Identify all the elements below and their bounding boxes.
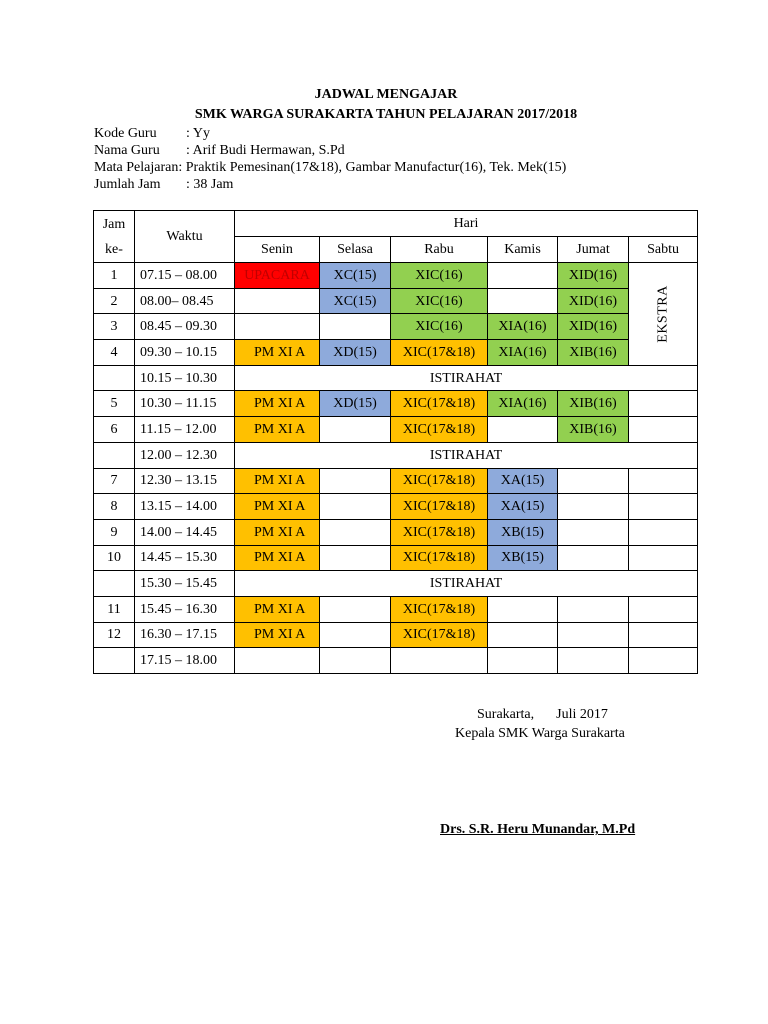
jam-ke-cell: 8 bbox=[94, 494, 135, 520]
waktu-cell: 10.30 – 11.15 bbox=[135, 391, 235, 417]
info-mata-pelajaran bbox=[94, 160, 566, 176]
schedule-cell-kamis: XB(15) bbox=[488, 545, 558, 571]
kode-guru-value: : Yy bbox=[186, 126, 210, 141]
schedule-cell-selasa: XC(15) bbox=[320, 263, 391, 289]
table-row bbox=[94, 417, 698, 443]
istirahat-cell: ISTIRAHAT bbox=[235, 442, 698, 468]
schedule-cell-senin: PM XI A bbox=[235, 622, 320, 648]
waktu-cell: 15.45 – 16.30 bbox=[135, 596, 235, 622]
schedule-cell-sabtu bbox=[629, 494, 698, 520]
schedule-cell-jumat: XID(16) bbox=[558, 288, 629, 314]
table-row bbox=[94, 263, 698, 289]
istirahat-cell: ISTIRAHAT bbox=[235, 365, 698, 391]
schedule-cell-rabu bbox=[391, 648, 488, 674]
schedule-cell-selasa: XC(15) bbox=[320, 288, 391, 314]
waktu-cell: 13.15 – 14.00 bbox=[135, 494, 235, 520]
schedule-cell-selasa bbox=[320, 314, 391, 340]
jam-ke-cell bbox=[94, 648, 135, 674]
schedule-cell-sabtu bbox=[629, 648, 698, 674]
schedule-cell-jumat: XID(16) bbox=[558, 263, 629, 289]
signature-name: Drs. S.R. Heru Munandar, M.Pd bbox=[440, 822, 636, 837]
signature-position: Kepala SMK Warga Surakarta bbox=[455, 726, 625, 741]
jam-ke-cell: 9 bbox=[94, 519, 135, 545]
signature-month: Juli 2017 bbox=[556, 707, 608, 722]
schedule-cell-rabu: XIC(17&18) bbox=[391, 391, 488, 417]
schedule-cell-kamis bbox=[488, 596, 558, 622]
signature-city: Surakarta, bbox=[477, 707, 535, 722]
schedule-cell-selasa bbox=[320, 545, 391, 571]
info-jumlah-jam bbox=[94, 177, 233, 193]
waktu-cell: 17.15 – 18.00 bbox=[135, 648, 235, 674]
schedule-cell-senin: PM XI A bbox=[235, 494, 320, 520]
schedule-cell-jumat bbox=[558, 596, 629, 622]
jam-ke-cell bbox=[94, 365, 135, 391]
schedule-cell-selasa bbox=[320, 519, 391, 545]
break-row bbox=[94, 442, 698, 468]
schedule-cell-senin bbox=[235, 648, 320, 674]
signature-place-date bbox=[477, 707, 608, 723]
kode-guru-label: Kode Guru bbox=[94, 126, 157, 141]
schedule-cell-senin: PM XI A bbox=[235, 468, 320, 494]
jam-ke-cell bbox=[94, 571, 135, 597]
schedule-cell-sabtu bbox=[629, 545, 698, 571]
header-day-kamis: Kamis bbox=[488, 237, 558, 263]
schedule-cell-sabtu bbox=[629, 391, 698, 417]
jam-ke-cell: 2 bbox=[94, 288, 135, 314]
schedule-cell-rabu: XIC(16) bbox=[391, 288, 488, 314]
schedule-cell-senin bbox=[235, 288, 320, 314]
schedule-cell-selasa bbox=[320, 648, 391, 674]
schedule-cell-kamis bbox=[488, 622, 558, 648]
header-hari: Hari bbox=[235, 211, 698, 237]
schedule-cell-kamis: XA(15) bbox=[488, 494, 558, 520]
schedule-cell-kamis bbox=[488, 648, 558, 674]
schedule-cell-jumat: XIB(16) bbox=[558, 391, 629, 417]
schedule-cell-sabtu bbox=[629, 622, 698, 648]
schedule-cell-jumat bbox=[558, 468, 629, 494]
schedule-cell-jumat: XIB(16) bbox=[558, 417, 629, 443]
waktu-cell: 12.00 – 12.30 bbox=[135, 442, 235, 468]
header-day-senin: Senin bbox=[235, 237, 320, 263]
schedule-cell-sabtu bbox=[629, 596, 698, 622]
schedule-cell-jumat bbox=[558, 494, 629, 520]
jam-ke-cell bbox=[94, 442, 135, 468]
schedule-cell-senin: PM XI A bbox=[235, 417, 320, 443]
table-row bbox=[94, 596, 698, 622]
table-row bbox=[94, 340, 698, 366]
mata-pelajaran-label: Mata Pelajaran: bbox=[94, 160, 183, 175]
ekstra-cell bbox=[629, 263, 698, 366]
table-row bbox=[94, 545, 698, 571]
waktu-cell: 11.15 – 12.00 bbox=[135, 417, 235, 443]
waktu-cell: 14.00 – 14.45 bbox=[135, 519, 235, 545]
jam-ke-cell: 5 bbox=[94, 391, 135, 417]
waktu-cell: 10.15 – 10.30 bbox=[135, 365, 235, 391]
schedule-cell-rabu: XIC(17&18) bbox=[391, 622, 488, 648]
info-nama-guru bbox=[94, 143, 345, 159]
jam-ke-cell: 7 bbox=[94, 468, 135, 494]
waktu-cell: 07.15 – 08.00 bbox=[135, 263, 235, 289]
waktu-cell: 08.45 – 09.30 bbox=[135, 314, 235, 340]
ekstra-label: EKSTRA bbox=[655, 285, 671, 343]
schedule-cell-selasa bbox=[320, 417, 391, 443]
waktu-cell: 08.00– 08.45 bbox=[135, 288, 235, 314]
schedule-cell-jumat: XIB(16) bbox=[558, 340, 629, 366]
table-row bbox=[94, 622, 698, 648]
header-day-sabtu: Sabtu bbox=[629, 237, 698, 263]
schedule-cell-rabu: XIC(17&18) bbox=[391, 417, 488, 443]
waktu-cell: 14.45 – 15.30 bbox=[135, 545, 235, 571]
schedule-cell-selasa: XD(15) bbox=[320, 391, 391, 417]
schedule-cell-kamis: XIA(16) bbox=[488, 340, 558, 366]
schedule-cell-kamis bbox=[488, 263, 558, 289]
jam-ke-cell: 3 bbox=[94, 314, 135, 340]
schedule-cell-kamis: XIA(16) bbox=[488, 391, 558, 417]
jam-ke-cell: 1 bbox=[94, 263, 135, 289]
table-row bbox=[94, 288, 698, 314]
table-row bbox=[94, 648, 698, 674]
waktu-cell: 15.30 – 15.45 bbox=[135, 571, 235, 597]
jumlah-jam-label: Jumlah Jam bbox=[94, 177, 161, 192]
schedule-cell-rabu: XIC(16) bbox=[391, 314, 488, 340]
table-row bbox=[94, 314, 698, 340]
schedule-cell-selasa bbox=[320, 468, 391, 494]
schedule-cell-senin bbox=[235, 314, 320, 340]
istirahat-cell: ISTIRAHAT bbox=[235, 571, 698, 597]
schedule-cell-jumat bbox=[558, 545, 629, 571]
jam-ke-cell: 11 bbox=[94, 596, 135, 622]
schedule-cell-rabu: XIC(17&18) bbox=[391, 519, 488, 545]
break-row bbox=[94, 365, 698, 391]
schedule-cell-jumat bbox=[558, 519, 629, 545]
table-row bbox=[94, 391, 698, 417]
schedule-cell-rabu: XIC(17&18) bbox=[391, 468, 488, 494]
waktu-cell: 09.30 – 10.15 bbox=[135, 340, 235, 366]
schedule-cell-rabu: XIC(17&18) bbox=[391, 545, 488, 571]
info-kode-guru bbox=[94, 126, 210, 142]
schedule-cell-senin: PM XI A bbox=[235, 391, 320, 417]
schedule-cell-kamis: XIA(16) bbox=[488, 314, 558, 340]
document-title: JADWAL MENGAJAR bbox=[314, 87, 458, 102]
jam-ke-cell: 4 bbox=[94, 340, 135, 366]
schedule-cell-sabtu bbox=[629, 417, 698, 443]
schedule-cell-senin: PM XI A bbox=[235, 519, 320, 545]
header-jam-line1: Jam bbox=[102, 216, 126, 232]
schedule-cell-senin: PM XI A bbox=[235, 545, 320, 571]
schedule-cell-kamis bbox=[488, 417, 558, 443]
schedule-cell-kamis: XB(15) bbox=[488, 519, 558, 545]
waktu-cell: 12.30 – 13.15 bbox=[135, 468, 235, 494]
schedule-cell-jumat bbox=[558, 648, 629, 674]
schedule-cell-rabu: XIC(16) bbox=[391, 263, 488, 289]
waktu-cell: 16.30 – 17.15 bbox=[135, 622, 235, 648]
schedule-cell-sabtu bbox=[629, 519, 698, 545]
header-day-jumat: Jumat bbox=[558, 237, 629, 263]
schedule-cell-rabu: XIC(17&18) bbox=[391, 596, 488, 622]
table-row bbox=[94, 468, 698, 494]
schedule-cell-selasa bbox=[320, 494, 391, 520]
header-waktu: Waktu bbox=[135, 211, 235, 263]
header-day-selasa: Selasa bbox=[320, 237, 391, 263]
schedule-cell-kamis bbox=[488, 288, 558, 314]
jam-ke-cell: 6 bbox=[94, 417, 135, 443]
schedule-cell-jumat bbox=[558, 622, 629, 648]
table-row bbox=[94, 519, 698, 545]
schedule-cell-rabu: XIC(17&18) bbox=[391, 494, 488, 520]
jumlah-jam-value: : 38 Jam bbox=[186, 177, 234, 192]
nama-guru-label: Nama Guru bbox=[94, 143, 160, 158]
schedule-cell-kamis: XA(15) bbox=[488, 468, 558, 494]
jam-ke-cell: 12 bbox=[94, 622, 135, 648]
schedule-cell-sabtu bbox=[629, 468, 698, 494]
mata-pelajaran-value: Praktik Pemesinan(17&18), Gambar Manufactur(16), Tek. Mek(15) bbox=[182, 160, 567, 175]
schedule-cell-senin: PM XI A bbox=[235, 340, 320, 366]
header-jam-line2: ke- bbox=[105, 241, 123, 257]
jam-ke-cell: 10 bbox=[94, 545, 135, 571]
schedule-table bbox=[93, 210, 698, 674]
schedule-cell-rabu: XIC(17&18) bbox=[391, 340, 488, 366]
schedule-cell-senin: UPACARA bbox=[235, 263, 320, 289]
schedule-cell-selasa bbox=[320, 596, 391, 622]
nama-guru-value: : Arif Budi Hermawan, S.Pd bbox=[186, 143, 345, 158]
schedule-cell-senin: PM XI A bbox=[235, 596, 320, 622]
schedule-cell-jumat: XID(16) bbox=[558, 314, 629, 340]
schedule-cell-selasa bbox=[320, 622, 391, 648]
header-jam bbox=[94, 211, 135, 263]
document-subtitle: SMK WARGA SURAKARTA TAHUN PELAJARAN 2017/2018 bbox=[194, 107, 578, 122]
break-row bbox=[94, 571, 698, 597]
schedule-cell-selasa: XD(15) bbox=[320, 340, 391, 366]
header-day-rabu: Rabu bbox=[391, 237, 488, 263]
table-row bbox=[94, 494, 698, 520]
